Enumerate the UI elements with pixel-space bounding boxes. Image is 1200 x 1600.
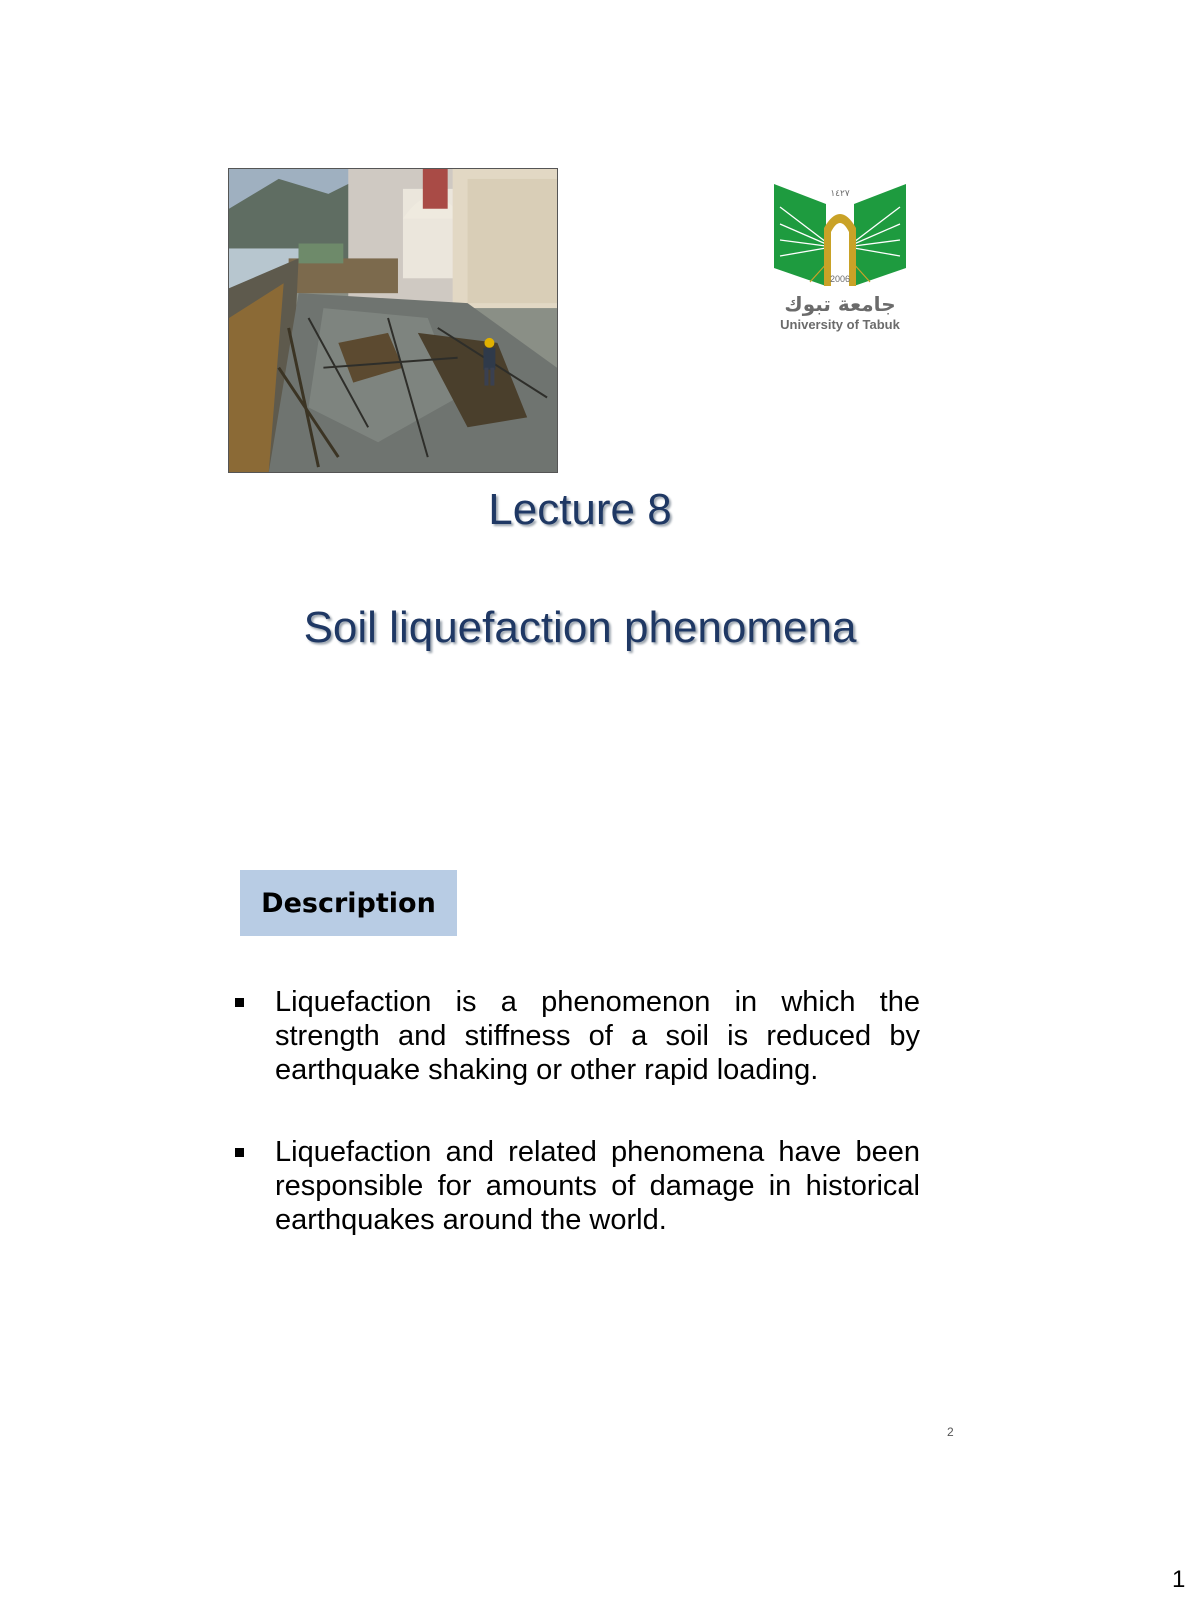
bullet-text: Liquefaction is a phenomenon in which the strength and stiffness of a soil is reduced by earthquake shaking or other rapid loading. bbox=[275, 986, 920, 1086]
logo-arabic-numerals: ١٤٢٧ bbox=[830, 189, 850, 199]
logo-english-name: University of Tabuk bbox=[780, 317, 900, 332]
lecture-number-title: Lecture 8 bbox=[488, 485, 672, 534]
page-number: 1 bbox=[1172, 1566, 1186, 1593]
square-bullet-icon bbox=[235, 1148, 244, 1157]
university-of-tabuk-logo bbox=[770, 182, 910, 332]
list-item bbox=[275, 1135, 920, 1237]
square-bullet-icon bbox=[235, 998, 244, 1007]
logo-year: 2006 bbox=[829, 274, 851, 284]
lecture-topic-title: Soil liquefaction phenomena bbox=[303, 603, 857, 652]
description-heading-box bbox=[240, 870, 457, 936]
slide-number: 2 bbox=[947, 1425, 954, 1439]
logo-arabic-name: جامعة تبوك bbox=[784, 292, 896, 316]
bullet-list bbox=[275, 985, 920, 1285]
liquefaction-damage-photo bbox=[228, 168, 558, 473]
description-heading: Description bbox=[261, 887, 436, 919]
list-item bbox=[275, 985, 920, 1087]
bullet-text: Liquefaction and related phenomena have been responsible for amounts of damage in historical earthquakes around the world. bbox=[275, 1136, 920, 1236]
